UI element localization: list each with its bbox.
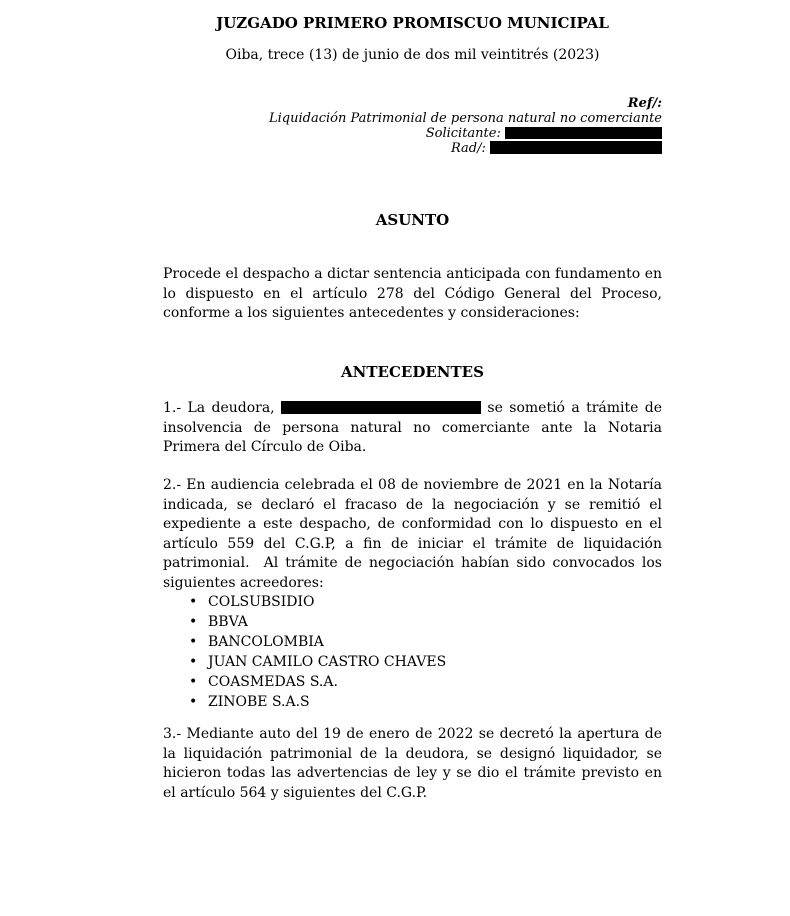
creditor-item: • JUAN CAMILO CASTRO CHAVES [163,652,662,672]
antecedentes-paragraph-3: 3.- Mediante auto del 19 de enero de 2022 se decretó la apertura de la liquidación patrimonial de la deudora, se designó liquidador, se hicieron todas las advertencias de ley y se dio el trámite previsto en el artículo 564 y siguientes del C.G.P. [163,726,662,801]
solicitante-label: Solicitante: [425,126,501,141]
creditor-list [163,592,662,712]
court-title: JUZGADO PRIMERO PROMISCUO MUNICIPAL [216,14,609,32]
ref-solicitante-line [163,126,662,141]
ref-rad-line [163,141,662,156]
asunto-heading: ASUNTO [375,211,450,229]
reference-block [163,96,662,156]
antecedentes-paragraph-1 [163,399,662,458]
asunto-paragraph: Procede el despacho a dictar sentencia anticipada con fundamento en lo dispuesto en el artículo 278 del Código General del Proceso, conforme a los siguientes antecedentes y consideraciones: [163,266,662,321]
creditor-item: • BBVA [163,612,662,632]
redaction-bar-solicitante [505,127,662,139]
redaction-bar-debtor-name [281,401,481,414]
creditor-item: • ZINOBE S.A.S [163,692,662,712]
para1-text-after: se sometió a trámite de insolvencia de persona natural no comerciante ante la Notaria Primera del Círculo de Oiba. [163,400,663,455]
creditor-item: • COASMEDAS S.A. [163,672,662,692]
creditor-item: • COLSUBSIDIO [163,592,662,612]
redaction-bar-rad [490,141,662,154]
rad-label: Rad/: [450,141,486,156]
antecedentes-paragraph-2: 2.- En audiencia celebrada el 08 de noviembre de 2021 en la Notaría indicada, se declaró el fracaso de la negociación y se remitió el expediente a este despacho, de conformidad con lo dispuesto en el artículo 559 del C.G.P, a fin de iniciar el trámite de liquidación patrimonial. Al trámite de negociación habían sido convocados los siguientes acreedores: [163,477,662,591]
creditor-item: • BANCOLOMBIA [163,632,662,652]
date-line: Oiba, trece (13) de junio de dos mil veintitrés (2023) [225,47,600,63]
antecedentes-heading: ANTECEDENTES [341,363,484,381]
ref-case-type: Liquidación Patrimonial de persona natural no comerciante [269,111,662,126]
ref-label: Ref/: [627,96,662,111]
para1-text-before: 1.- La deudora, [163,400,275,416]
